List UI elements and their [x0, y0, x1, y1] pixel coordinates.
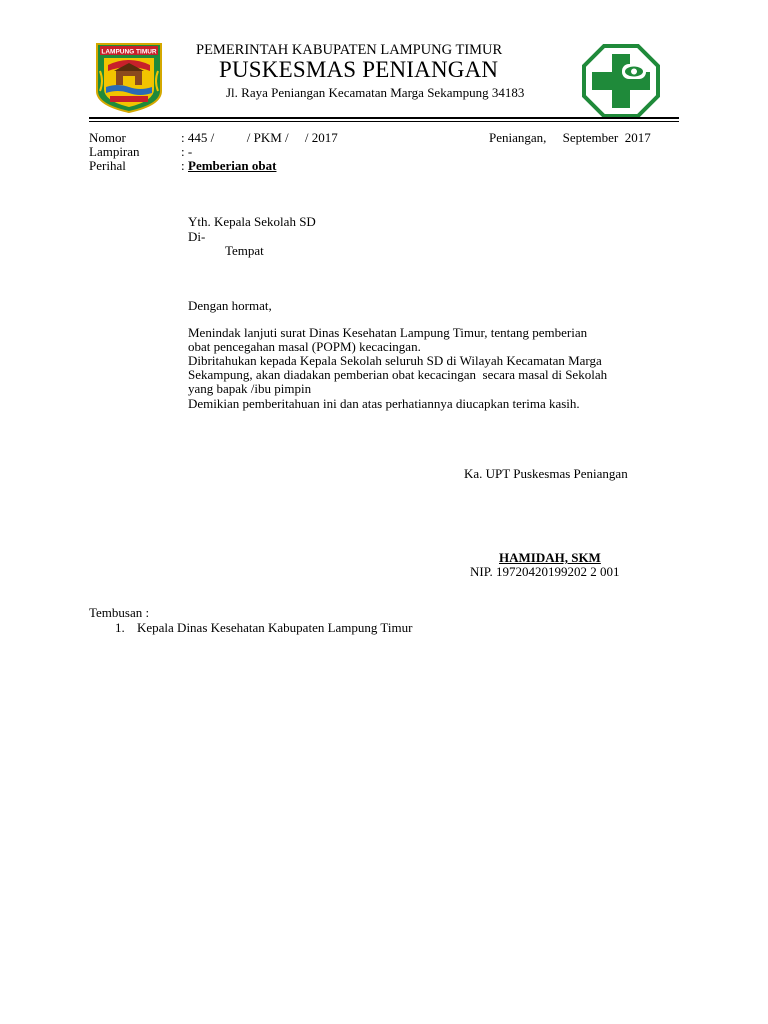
government-name: PEMERINTAH KABUPATEN LAMPUNG TIMUR: [196, 42, 503, 58]
paragraph-2-line-1: Dibritahukan kepada Kepala Sekolah seluruh SD di Wilayah Kecamatan Marga: [188, 353, 602, 368]
puskesmas-logo: [582, 44, 660, 118]
paragraph-2-line-2: Sekampung, akan diadakan pemberian obat kecacingan secara masal di Sekolah: [188, 367, 608, 382]
lampiran-label: Lampiran: [89, 144, 140, 159]
perihal-label: Perihal: [89, 158, 126, 173]
signatory-title: Ka. UPT Puskesmas Peniangan: [464, 466, 628, 481]
perihal-value: Pemberian obat: [188, 158, 277, 173]
tembusan-item-number: 1.: [115, 620, 125, 635]
recipient-line3: Tempat: [225, 243, 264, 258]
lampiran-value: : -: [181, 144, 193, 159]
recipient-line2: Di-: [188, 229, 206, 244]
closing-sentence: Demikian pemberitahuan ini dan atas perhatiannya diucapkan terima kasih.: [188, 396, 580, 411]
letterhead-rule-thin: [89, 121, 679, 122]
tembusan-item-text: Kepala Dinas Kesehatan Kabupaten Lampung Timur: [137, 620, 413, 635]
place-date: Peniangan, September 2017: [489, 130, 651, 145]
signatory-name: HAMIDAH, SKM: [499, 550, 601, 565]
tembusan-label: Tembusan :: [89, 605, 150, 620]
lampung-timur-logo: [94, 41, 164, 114]
nomor-label: Nomor: [89, 130, 126, 145]
perihal-colon: :: [181, 158, 185, 173]
institution-address: Jl. Raya Peniangan Kecamatan Marga Sekampung 34183: [226, 85, 525, 100]
paragraph-1-line-2: obat pencegahan masal (POPM) kecacingan.: [188, 339, 421, 354]
institution-name: PUSKESMAS PENIANGAN: [219, 57, 499, 82]
paragraph-1-line-1: Menindak lanjuti surat Dinas Kesehatan Lampung Timur, tentang pemberian: [188, 325, 588, 340]
recipient-line1: Yth. Kepala Sekolah SD: [188, 214, 316, 229]
letterhead-rule-thick: [89, 117, 679, 119]
signatory-nip: NIP. 19720420199202 2 001: [470, 564, 620, 579]
svg-text:LAMPUNG TIMUR: LAMPUNG TIMUR: [101, 48, 157, 56]
salutation: Dengan hormat,: [188, 298, 272, 313]
paragraph-2-line-3: yang bapak /ibu pimpin: [188, 381, 312, 396]
nomor-value: : 445 / / PKM / / 2017: [181, 130, 338, 145]
